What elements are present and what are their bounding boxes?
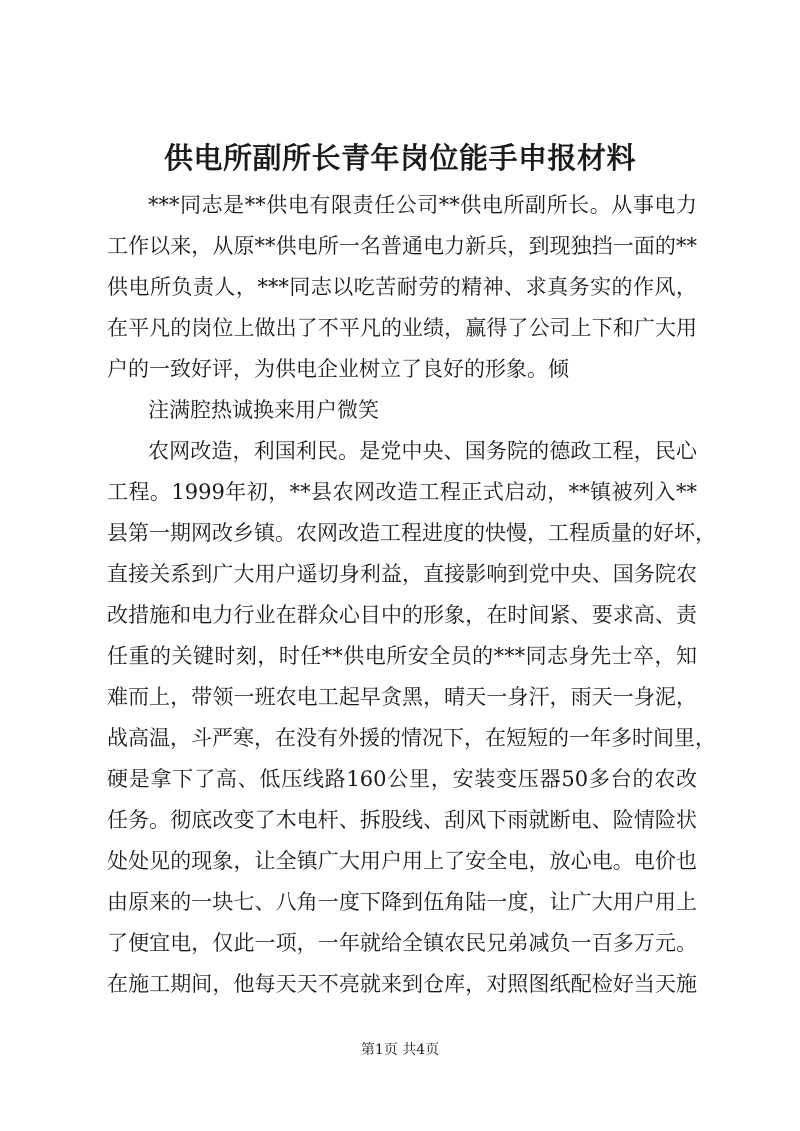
paragraph-line: 在平凡的岗位上做出了不平凡的业绩，赢得了公司上下和广大用 bbox=[107, 316, 697, 340]
paragraph-line: 在施工期间，他每天天不亮就来到仓库，对照图纸配检好当天施 bbox=[107, 972, 697, 996]
paragraph-line: 处处见的现象，让全镇广大用户用上了安全电，放心电。电价也 bbox=[107, 849, 697, 873]
paragraph-line: 农网改造，利国利民。是党中央、国务院的德政工程，民心 bbox=[148, 439, 697, 463]
paragraph-line: 工程。1999年初，**县农网改造工程正式启动，**镇被列入** bbox=[107, 480, 697, 504]
paragraph-line: 任重的关键时刻，时任**供电所安全员的***同志身先士卒，知 bbox=[107, 644, 697, 668]
paragraph-line: 难而上，带领一班农电工起早贪黑，晴天一身汗，雨天一身泥， bbox=[107, 685, 697, 709]
paragraph-line: ***同志是**供电有限责任公司**供电所副所长。从事电力 bbox=[148, 193, 697, 217]
paragraph-line: 直接关系到广大用户遥切身利益，直接影响到党中央、国务院农 bbox=[107, 562, 697, 586]
paragraph-line: 硬是拿下了高、低压线路160公里，安装变压器50多台的农改 bbox=[107, 767, 697, 791]
paragraph-line: 供电所负责人，***同志以吃苦耐劳的精神、求真务实的作风， bbox=[107, 275, 697, 299]
document-title: 供电所副所长青年岗位能手申报材料 bbox=[163, 141, 636, 175]
paragraph-line: 了便宜电，仅此一项，一年就给全镇农民兄弟减负一百多万元。 bbox=[107, 931, 697, 955]
page-number-footer: 第1页 共4页 bbox=[360, 1042, 440, 1058]
paragraph-line: 县第一期网改乡镇。农网改造工程进度的快慢，工程质量的好坏， bbox=[107, 521, 716, 545]
section-heading: 注满腔热诚换来用户微笑 bbox=[148, 398, 379, 422]
paragraph-line: 户的一致好评，为供电企业树立了良好的形象。倾 bbox=[107, 357, 569, 381]
paragraph-line: 由原来的一块七、八角一度下降到伍角陆一度，让广大用户用上 bbox=[107, 890, 697, 914]
paragraph-line: 任务。彻底改变了木电杆、拆股线、刮风下雨就断电、险情险状 bbox=[107, 808, 697, 832]
paragraph-line: 工作以来，从原**供电所一名普通电力新兵，到现独挡一面的** bbox=[107, 234, 697, 258]
paragraph-line: 改措施和电力行业在群众心目中的形象，在时间紧、要求高、责 bbox=[107, 603, 697, 627]
paragraph-line: 战高温，斗严寒，在没有外援的情况下，在短短的一年多时间里， bbox=[107, 726, 716, 750]
